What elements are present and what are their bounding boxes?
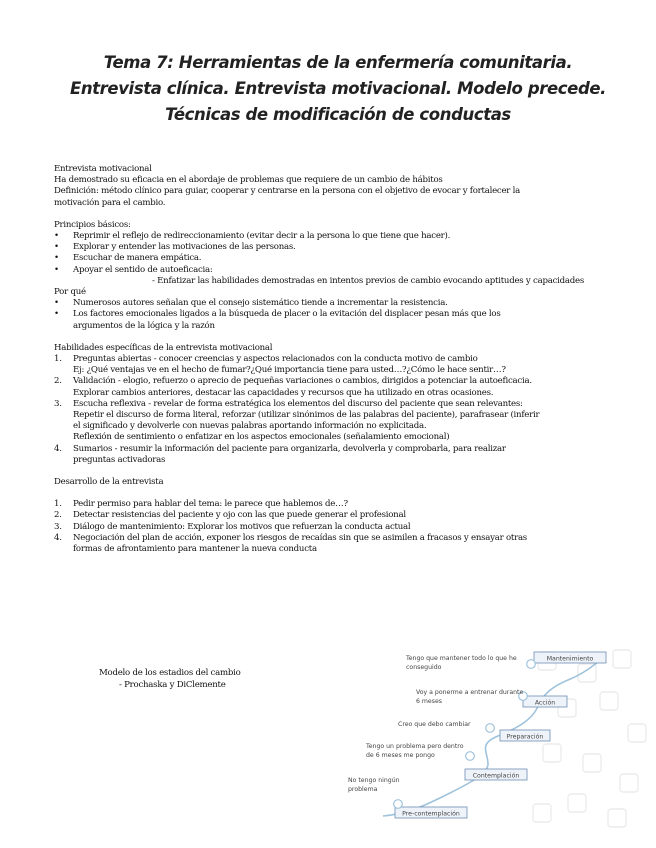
- item-line: Diálogo de mantenimiento: Explorar los motivos que refuerzan la conducta actual: [73, 521, 411, 532]
- bullet-text: Apoyar el sentido de autoeficacia:: [73, 264, 213, 275]
- item-text: [73, 533, 614, 555]
- numbered-item: [54, 499, 614, 510]
- item-line: Escucha reflexiva - revelar de forma estratégica los elementos del discurso del paciente que sean relevantes:: [73, 398, 523, 409]
- item-line: Preguntas abiertas - conocer creencias y aspectos relacionados con la conducta motivo de cambio: [73, 354, 478, 365]
- stage-phrase: Tengo que mantener todo lo que he: [406, 655, 517, 662]
- background-square: [583, 754, 601, 772]
- paragraph-line: Definición: método clínico para guiar, cooperar y centrarse en la persona con el objetivo de evocar y fortalecer la: [54, 186, 521, 197]
- bullet-text: Reprimir el reflejo de redireccionamiento (evitar decir a la persona lo que tiene que hacer).: [73, 231, 451, 242]
- stage-label: Contemplación: [472, 772, 520, 780]
- item-line: Ej: ¿Qué ventajas ve en el hecho de fumar?¿Qué importancia tiene para usted…?¿Cómo le hace sentir…?: [73, 365, 506, 376]
- stage-phrase: 6 meses: [416, 698, 442, 705]
- item-number: 1.: [54, 354, 62, 365]
- item-number: 1.: [54, 499, 62, 510]
- background-square: [568, 794, 586, 812]
- paragraph-line: motivación para el cambio.: [54, 197, 166, 208]
- bullet-text: Explorar y entender las motivaciones de las personas.: [73, 242, 296, 253]
- item-line: Explorar cambios anteriores, destacar las capacidades y recursos que ha utilizado en otras ocasiones.: [73, 387, 494, 398]
- bullet-item: • Escuchar de manera empática.: [54, 253, 614, 264]
- background-square: [533, 804, 551, 822]
- bullet-item: • Explorar y entender las motivaciones de las personas.: [54, 242, 614, 253]
- numbered-item: [54, 510, 614, 521]
- item-number: 4.: [54, 443, 62, 454]
- bullet-item: • Reprimir el reflejo de redireccionamiento (evitar decir a la persona lo que tiene que hacer).: [54, 231, 614, 242]
- item-number: 3.: [54, 398, 62, 409]
- stages-of-change-diagram: [338, 644, 648, 836]
- stage-phrase: Voy a ponerme a entrenar durante: [416, 689, 524, 696]
- item-line: Sumarios - resumir la información del paciente para organizarla, devolverla y comprobarla, para realizar: [73, 443, 506, 454]
- item-text: [73, 376, 614, 398]
- item-line: Reflexión de sentimiento o enfatizar en los aspectos emocionales (señalamiento emocional): [73, 432, 450, 443]
- background-square: [620, 774, 638, 792]
- document-body: [54, 164, 614, 555]
- item-line: Detectar resistencias del paciente y ojo con las que puede generar el profesional: [73, 510, 406, 521]
- title-line: Tema 7: Herramientas de la enfermería comunitaria.: [103, 53, 573, 72]
- background-square: [613, 650, 631, 668]
- item-line: Pedir permiso para hablar del tema: le parece que hablemos de…?: [73, 499, 348, 510]
- numbered-item: [54, 444, 614, 466]
- section-heading: Habilidades específicas de la entrevista motivacional: [54, 342, 273, 353]
- numbered-item: [54, 399, 614, 444]
- bullet-text: Escuchar de manera empática.: [73, 253, 202, 264]
- background-square: [600, 692, 618, 710]
- item-number: 2.: [54, 510, 62, 521]
- stage-phrase: No tengo ningún: [348, 777, 400, 784]
- numbered-item: [54, 522, 614, 533]
- bullet-text: Numerosos autores señalan que el consejo sistemático tiende a incrementar la resistencia.: [73, 298, 448, 309]
- item-text: [73, 522, 614, 533]
- sub-bullet: - Enfatizar las habilidades demostradas en intentos previos de cambio evocando aptitudes y capacidades: [152, 275, 585, 286]
- numbered-item: [54, 354, 614, 376]
- section-heading: Principios básicos:: [54, 219, 131, 230]
- bullet-item: • Los factores emocionales ligados a la búsqueda de placer o la evitación del displacer pesan más que los: [54, 309, 614, 320]
- stage-node: [466, 752, 475, 761]
- model-authors: - Prochaska y DiClemente: [119, 679, 226, 690]
- stage-phrase: conseguido: [406, 664, 442, 671]
- bullet-item: • Numerosos autores señalan que el consejo sistemático tiende a incrementar la resistencia.: [54, 298, 614, 309]
- bullet-text: Los factores emocionales ligados a la búsqueda de placer o la evitación del displacer pesan más que los: [73, 309, 501, 320]
- section-heading: Entrevista motivacional: [54, 164, 152, 174]
- background-square: [543, 744, 561, 762]
- model-title: Modelo de los estadios del cambio: [99, 668, 241, 678]
- background-square: [608, 809, 626, 827]
- stage-phrase: Tengo un problema pero dentro: [366, 743, 464, 750]
- stage-label: Preparación: [506, 733, 544, 741]
- stage-phrase: problema: [348, 786, 378, 793]
- background-square: [628, 724, 646, 742]
- item-number: 4.: [54, 532, 62, 543]
- item-text: [73, 399, 614, 444]
- stage-label: Acción: [534, 699, 556, 707]
- paragraph-line: Ha demostrado su eficacia en el abordaje de problemas que requiere de un cambio de hábitos: [54, 175, 443, 186]
- stage-label: Pre-contemplación: [402, 810, 460, 818]
- item-line: formas de afrontamiento para mantener la nueva conducta: [73, 544, 317, 555]
- item-text: [73, 444, 614, 466]
- skills-list: [54, 354, 614, 466]
- stage-node: [527, 660, 536, 669]
- item-number: 3.: [54, 521, 62, 532]
- section-heading: Por qué: [54, 287, 86, 298]
- item-text: [73, 354, 614, 376]
- stage-phrase: de 6 meses me pongo: [366, 752, 435, 759]
- item-line: Negociación del plan de acción, exponer los riesgos de recaídas sin que se asimilen a fracasos y ensayar otras: [73, 532, 527, 543]
- title-line: Técnicas de modificación de conductas: [165, 105, 511, 124]
- development-list: [54, 499, 614, 555]
- bullet-continuation: argumentos de la lógica y la razón: [73, 320, 215, 331]
- section-heading: Desarrollo de la entrevista: [54, 477, 164, 488]
- page-title: [60, 50, 616, 128]
- bullet-item: • Apoyar el sentido de autoeficacia:: [54, 265, 614, 276]
- stage-node: [394, 800, 403, 809]
- title-line: Entrevista clínica. Entrevista motivacional. Modelo precede.: [69, 79, 607, 98]
- model-caption: [99, 668, 241, 691]
- stage-label: Mantenimiento: [546, 655, 594, 663]
- stage-phrase: Creo que debo cambiar: [398, 721, 471, 728]
- progress-curve: [383, 658, 603, 816]
- numbered-item: [54, 376, 614, 398]
- item-line: Repetir el discurso de forma literal, reforzar (utilizar sinónimos de las palabras del paciente), parafrasear (inferir: [73, 410, 540, 421]
- item-number: 2.: [54, 376, 62, 387]
- item-text: [73, 499, 614, 510]
- item-line: Validación - elogio, refuerzo o aprecio de pequeñas variaciones o cambios, dirigidos a potenciar la autoeficacia.: [73, 376, 532, 387]
- stage-node: [486, 724, 495, 733]
- numbered-item: [54, 533, 614, 555]
- item-line: preguntas activadoras: [73, 454, 166, 465]
- item-text: [73, 510, 614, 521]
- item-line: el significado y devolverle con nuevas palabras aportando información no explicitada.: [73, 421, 427, 432]
